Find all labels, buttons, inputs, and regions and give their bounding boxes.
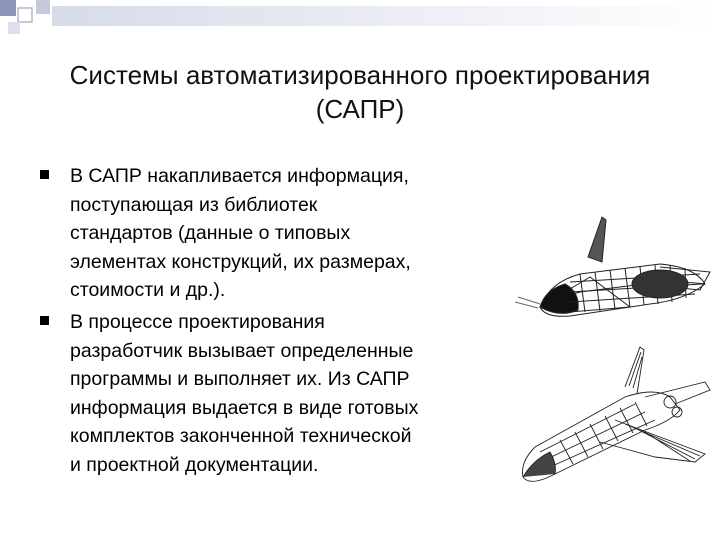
bullet-line: стандартов (данные о типовых	[70, 222, 351, 245]
bullet-list	[40, 162, 510, 483]
bullet-line: комплектов законченной технической	[70, 425, 412, 448]
decorative-squares	[0, 0, 720, 40]
slide-title	[30, 58, 690, 126]
bullet-item-design-process	[40, 308, 510, 480]
bullet-line: информация выдается в виде готовых	[70, 396, 419, 419]
bullet-line: поступающая из библиотек	[70, 193, 318, 216]
bullet-line: разработчик вызывает определенные	[70, 339, 414, 362]
title-line-2: (САПР)	[315, 94, 405, 124]
title-line-1: Системы автоматизированного проектирования	[69, 60, 651, 90]
bullet-line: стоимости и др.).	[70, 279, 226, 302]
shuttle-wireframe-shaded-icon	[510, 212, 720, 332]
bullet-line: программы и выполняет их. Из САПР	[70, 368, 410, 391]
bullet-line: В процессе проектирования	[70, 310, 325, 333]
square-bullet-icon	[40, 170, 49, 179]
square-bullet-icon	[40, 316, 49, 325]
bullet-line: элементах конструкций, их размерах,	[70, 250, 411, 273]
bullet-line: и проектной документации.	[70, 453, 319, 476]
bullet-line: В САПР накапливается информация,	[70, 165, 409, 187]
shuttle-wireframe-outline-icon	[505, 342, 720, 492]
bullet-item-library	[40, 162, 510, 305]
